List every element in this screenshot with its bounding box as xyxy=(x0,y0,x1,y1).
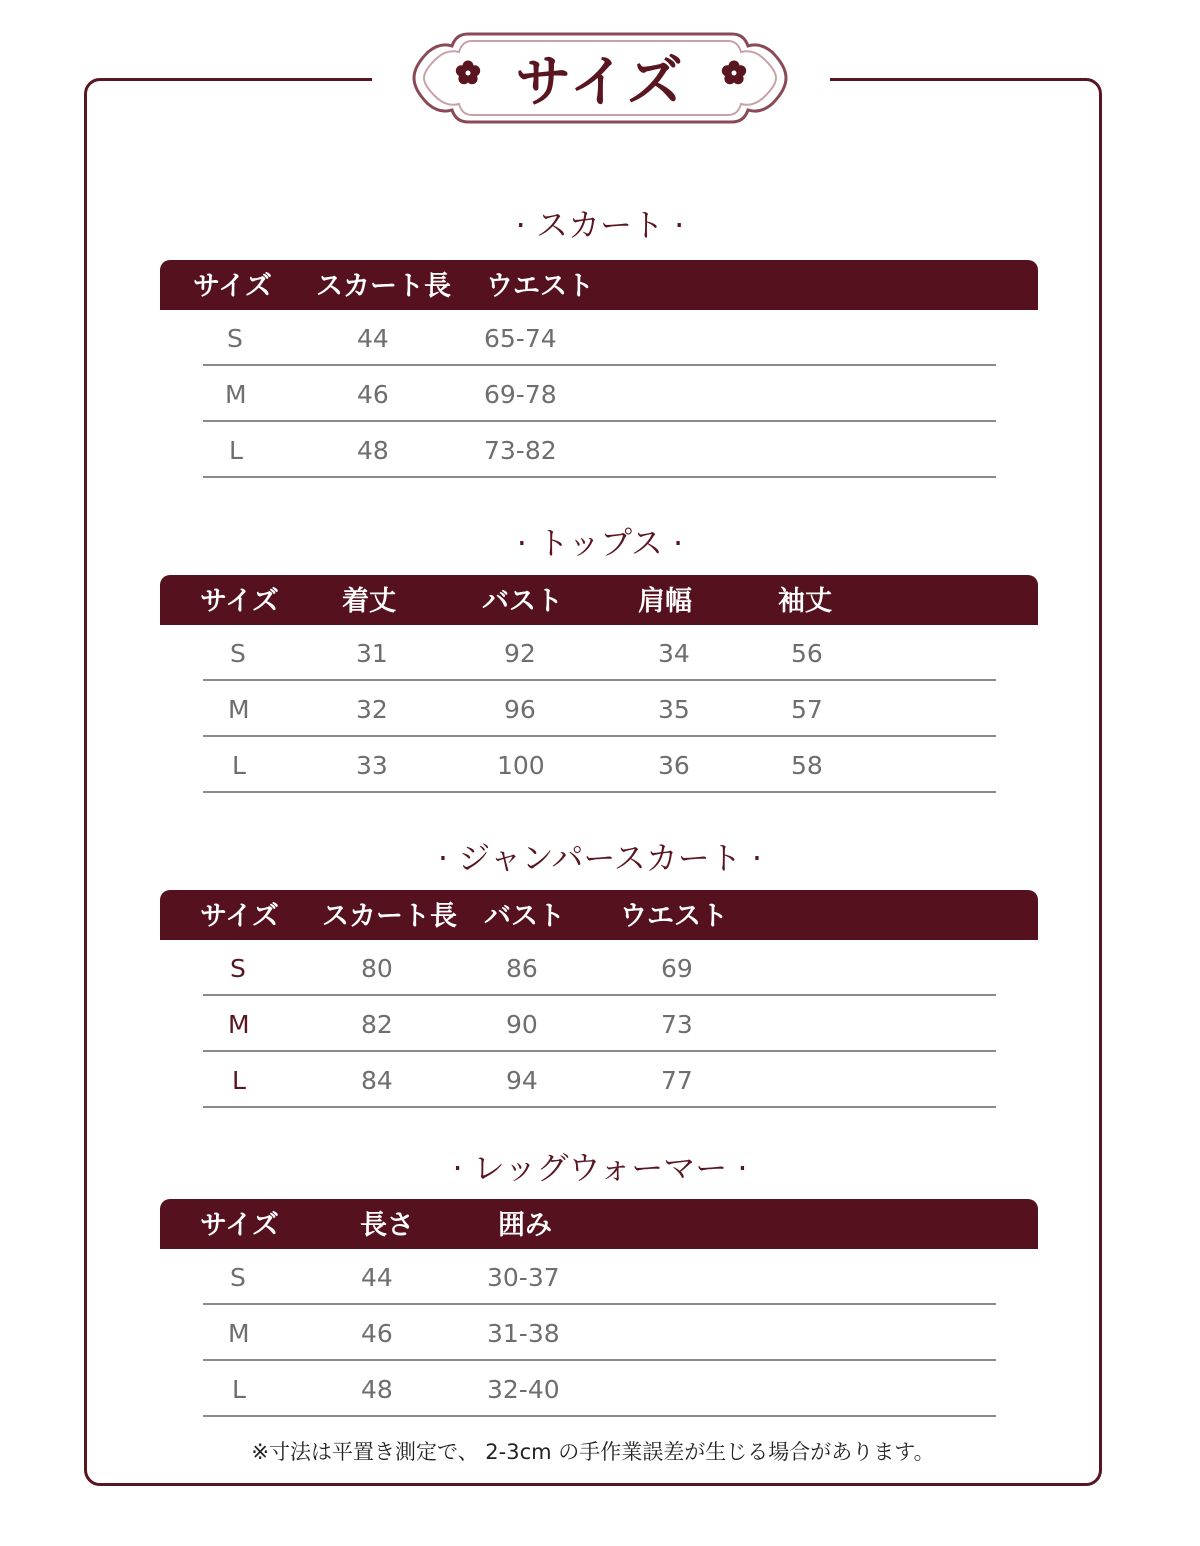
section-title-leg-warmer: · レッグウォーマー · xyxy=(452,1149,748,1187)
table-cell: M xyxy=(228,1319,250,1348)
table-cell: 69 xyxy=(661,954,693,983)
section-title-skirt: · スカート · xyxy=(515,206,685,244)
header-cell: サイズ xyxy=(200,1210,279,1241)
table-leg-warmer xyxy=(160,1199,1038,1417)
table-row xyxy=(203,1305,996,1361)
header-cell: バスト xyxy=(484,901,565,932)
table-cell: 86 xyxy=(506,954,538,983)
section-title-jumper-skirt: · ジャンパースカート · xyxy=(437,839,763,877)
header-cell: スカート長 xyxy=(322,901,457,932)
table-header xyxy=(160,575,1038,625)
table-cell: 90 xyxy=(506,1010,538,1039)
table-row xyxy=(203,996,996,1052)
table-cell: S xyxy=(230,954,246,983)
table-cell: 77 xyxy=(661,1066,693,1095)
header-cell: ウエスト xyxy=(486,271,594,302)
table-cell: 82 xyxy=(361,1010,393,1039)
header-cell: サイズ xyxy=(200,586,279,617)
table-cell: L xyxy=(232,1066,246,1095)
footnote: ※寸法は平置き測定で、 2-3cm の手作業誤差が生じる場合があります。 xyxy=(251,1440,935,1464)
table-cell: 73 xyxy=(661,1010,693,1039)
table-cell: 65-74 xyxy=(484,324,557,353)
table-row xyxy=(203,737,996,793)
table-header xyxy=(160,890,1038,940)
header-cell: 袖丈 xyxy=(778,586,832,617)
table-cell: 84 xyxy=(361,1066,393,1095)
table-header xyxy=(160,1199,1038,1249)
table-cell: 36 xyxy=(658,751,690,780)
header-cell: 肩幅 xyxy=(638,586,692,617)
table-cell: 35 xyxy=(658,695,690,724)
table-tops xyxy=(160,575,1038,793)
table-cell: 46 xyxy=(361,1319,393,1348)
table-cell: S xyxy=(227,324,243,353)
table-row xyxy=(203,681,996,737)
table-cell: 31-38 xyxy=(487,1319,560,1348)
table-cell: L xyxy=(229,436,243,465)
section-title-tops: · トップス · xyxy=(516,524,684,562)
table-cell: 80 xyxy=(361,954,393,983)
table-cell: L xyxy=(232,751,246,780)
table-cell: S xyxy=(230,639,246,668)
page-title: サイズ xyxy=(515,50,685,115)
table-skirt xyxy=(160,260,1038,478)
table-cell: 96 xyxy=(504,695,536,724)
table-row xyxy=(203,625,996,681)
table-cell: 58 xyxy=(791,751,823,780)
table-cell: 48 xyxy=(361,1375,393,1404)
header-cell: スカート長 xyxy=(316,271,451,302)
table-row xyxy=(203,422,996,478)
table-cell: 31 xyxy=(356,639,388,668)
table-cell: 33 xyxy=(356,751,388,780)
header-cell: ウエスト xyxy=(620,901,728,932)
table-cell: 94 xyxy=(506,1066,538,1095)
header-cell: 長さ xyxy=(360,1210,414,1241)
table-cell: 57 xyxy=(791,695,823,724)
table-cell: 34 xyxy=(658,639,690,668)
table-cell: M xyxy=(228,695,250,724)
table-cell: S xyxy=(230,1263,246,1292)
header-cell: バスト xyxy=(482,586,563,617)
header-cell: サイズ xyxy=(200,901,279,932)
header-cell: 囲み xyxy=(498,1210,552,1241)
table-row xyxy=(203,310,996,366)
header-cell: 着丈 xyxy=(342,586,396,617)
table-cell: 44 xyxy=(357,324,389,353)
table-cell: 92 xyxy=(504,639,536,668)
table-cell: M xyxy=(225,380,247,409)
table-jumper-skirt xyxy=(160,890,1038,1108)
table-row xyxy=(203,1052,996,1108)
table-cell: 30-37 xyxy=(487,1263,560,1292)
table-cell: 46 xyxy=(357,380,389,409)
table-row xyxy=(203,940,996,996)
table-cell: 73-82 xyxy=(484,436,557,465)
table-cell: M xyxy=(228,1010,250,1039)
table-cell: 32-40 xyxy=(487,1375,560,1404)
table-cell: 100 xyxy=(497,751,545,780)
table-row xyxy=(203,366,996,422)
table-row xyxy=(203,1249,996,1305)
table-cell: 69-78 xyxy=(484,380,557,409)
table-cell: L xyxy=(232,1375,246,1404)
table-row xyxy=(203,1361,996,1417)
table-cell: 32 xyxy=(356,695,388,724)
table-cell: 44 xyxy=(361,1263,393,1292)
table-cell: 56 xyxy=(791,639,823,668)
header-cell: サイズ xyxy=(193,271,272,302)
table-cell: 48 xyxy=(357,436,389,465)
table-header xyxy=(160,260,1038,310)
